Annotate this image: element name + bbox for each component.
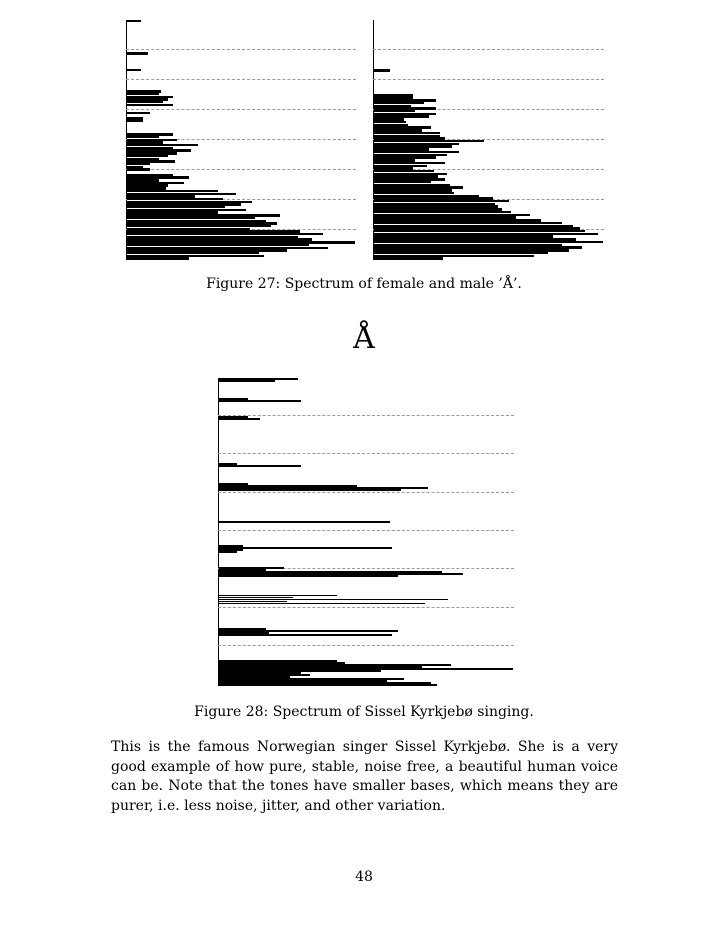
spectrum-bar	[374, 257, 443, 259]
spectrum-bar	[219, 465, 301, 467]
spectrum-bar	[219, 489, 401, 491]
sissel-spectrum-plot	[218, 378, 514, 686]
spectrum-bar	[219, 547, 392, 549]
body-paragraph: This is the famous Norwegian singer Sissel Kyrkjebø. She is a very good example of how pure, stable, noise free, a beautiful human voice can be. Note that the tones have smaller bases, which means they are purer, i.e. less noise, jitter, and other variation.	[111, 739, 618, 814]
spectrum-bar	[219, 634, 392, 636]
grid-line	[373, 49, 604, 50]
grid-line	[126, 79, 356, 80]
spectrum-bar	[219, 684, 437, 686]
figure-28-heading: Å	[353, 321, 375, 356]
spectrum-bar	[219, 521, 390, 523]
y-axis	[218, 378, 219, 686]
spectrum-bar	[127, 20, 141, 22]
figure-27-caption: Figure 27: Spectrum of female and male ’Å’.	[206, 276, 522, 292]
spectrum-bar	[127, 120, 143, 122]
grid-line	[218, 645, 514, 646]
grid-line	[218, 453, 514, 454]
spectrum-bar	[219, 575, 398, 577]
grid-line	[218, 492, 514, 493]
spectrum-bar	[219, 400, 301, 402]
grid-line	[218, 530, 514, 531]
spectrum-bar	[127, 257, 189, 259]
grid-line	[126, 49, 356, 50]
spectrum-bar	[127, 112, 150, 114]
spectrum-bar	[127, 104, 173, 106]
spectrum-bar	[219, 551, 237, 553]
figure-28-caption: Figure 28: Spectrum of Sissel Kyrkjebø singing.	[194, 704, 534, 720]
spectrum-bar	[219, 380, 275, 382]
spectrum-bar	[127, 52, 148, 54]
grid-line	[126, 169, 356, 170]
female-spectrum-plot	[126, 20, 356, 260]
spectrum-bar	[219, 418, 260, 420]
page-number: 48	[355, 869, 373, 885]
grid-line	[218, 607, 514, 608]
spectrum-bar	[127, 69, 141, 71]
spectrum-bar	[374, 69, 390, 71]
male-spectrum-plot	[373, 20, 604, 260]
grid-line	[373, 79, 604, 80]
spectrum-bar	[219, 603, 425, 605]
grid-line	[126, 109, 356, 110]
grid-line	[218, 415, 514, 416]
spectrum-bar	[127, 168, 150, 170]
